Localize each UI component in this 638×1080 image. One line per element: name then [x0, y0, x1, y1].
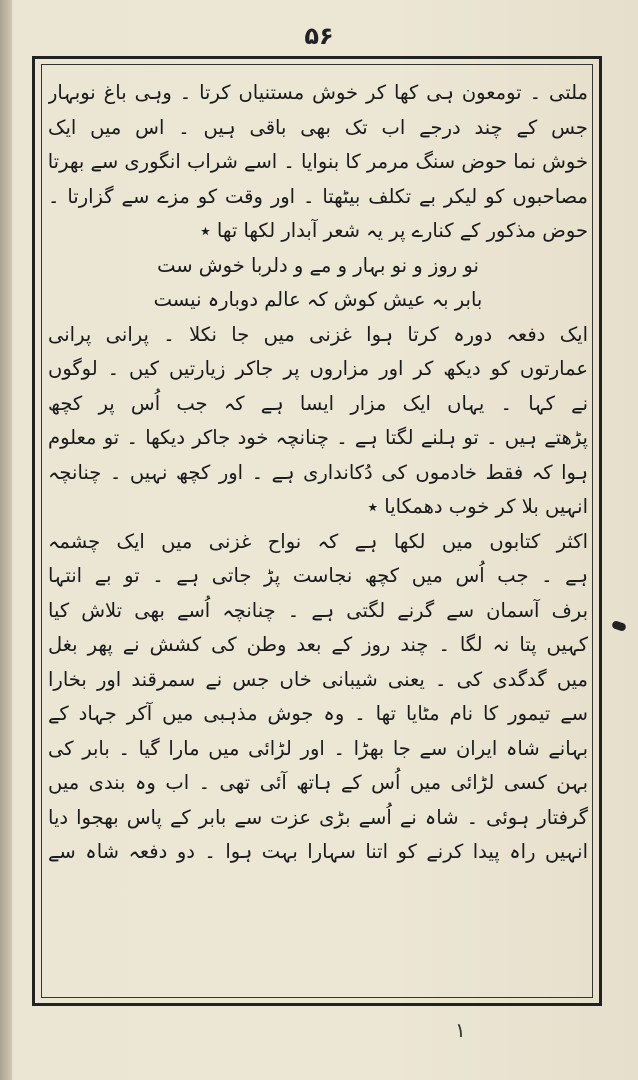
text-line: جس کے چند درجے اب تک بھی باقی ہیں ۔ اس میں ایک: [48, 115, 588, 139]
text-line: ملتی ۔ تومعون ہی کھا کر خوش مستنیاں کرتا ۔ وہی باغ نوبہار: [48, 81, 588, 104]
text-line: بہن کسی لڑائی میں اُس کے ہاتھ آئی تھی ۔ اب وہ بندی میں: [48, 771, 588, 794]
text-line: ہے ۔ جب اُس میں کچھ نجاست پڑ جاتی ہے ۔ تو بے انتہا: [48, 564, 588, 587]
text-line: حوض مذکور کے کنارے پر یہ شعر آبدار لکھا تھا ٭: [200, 219, 588, 242]
text-line: انہیں راہ پیدا کرنے کو اتنا سہارا بہت ہوا ۔ دو دفعہ شاہ سے: [48, 840, 588, 863]
text-line: خوش نما حوض سنگ مرمر کا بنوایا ۔ اسے شراب انگوری سے بھرتا: [48, 150, 588, 173]
text-line: میں گدگدی کی ۔ یعنی شیبانی خاں جس نے سمرقند اور بخارا: [48, 667, 588, 691]
page-number: ۵۶: [304, 22, 334, 50]
text-line: ہوا کہ فقط خادموں کی دُکانداری ہے ۔ اور کچھ نہیں ۔ چنانچہ: [48, 460, 588, 484]
text-line: گرفتار ہوئی ۔ شاہ نے اُسے بڑی عزت سے بابر کے پاس بھجوا دیا: [48, 805, 588, 829]
verse-line: نو روز و نو بہار و مے و دلربا خوش ست: [157, 253, 479, 277]
text-line: پڑھتے ہیں ۔ تو ہلنے لگتا ہے ۔ چنانچہ خود جاکر دیکھا ۔ تو معلوم: [48, 426, 588, 449]
footer-signature-mark: ۱: [455, 1018, 466, 1042]
ink-mark: [611, 620, 627, 632]
text-line: برف آسمان سے گرنے لگتی ہے ۔ چنانچہ اُسے بھی تلاش کیا: [48, 598, 588, 622]
text-line: سے تیمور کا نام مٹایا تھا ۔ وہ جوش مذہبی میں آکر جہاد کے: [48, 702, 588, 725]
text-line: بہانے شاہ ایران سے جا بھڑا ۔ اور لڑائی میں مارا گیا ۔ بابر کی: [48, 736, 588, 760]
text-line: عمارتوں کو دیکھ کر اور مزاروں پر جاکر زیارتیں کیں ۔ لوگوں: [48, 357, 588, 380]
text-line: نے کہا ۔ یہاں ایک مزار ایسا ہے کہ جب اُس پر کچھ: [48, 391, 588, 415]
text-line: اکثر کتابوں میں لکھا ہے کہ نواح غزنی میں ایک چشمہ: [48, 529, 588, 553]
text-line: کہیں پتا نہ لگا ۔ چند روز کے بعد وطن کی کشش نے پھر بغل: [48, 633, 588, 656]
verse-line: بابر بہ عیش کوش کہ عالم دوبارہ نیست: [153, 288, 483, 311]
book-spine: [0, 0, 12, 1080]
text-line: ایک دفعہ دورہ کرتا ہوا غزنی میں جا نکلا ۔ پرانی پرانی: [48, 322, 588, 346]
text-line: مصاحبوں کو لیکر بے تکلف بیٹھتا ۔ اور وقت کو مزے سے گزارتا ۔: [48, 184, 588, 208]
body-text: [48, 76, 588, 870]
text-line: انہیں بلا کر خوب دھمکایا ٭: [367, 495, 588, 518]
